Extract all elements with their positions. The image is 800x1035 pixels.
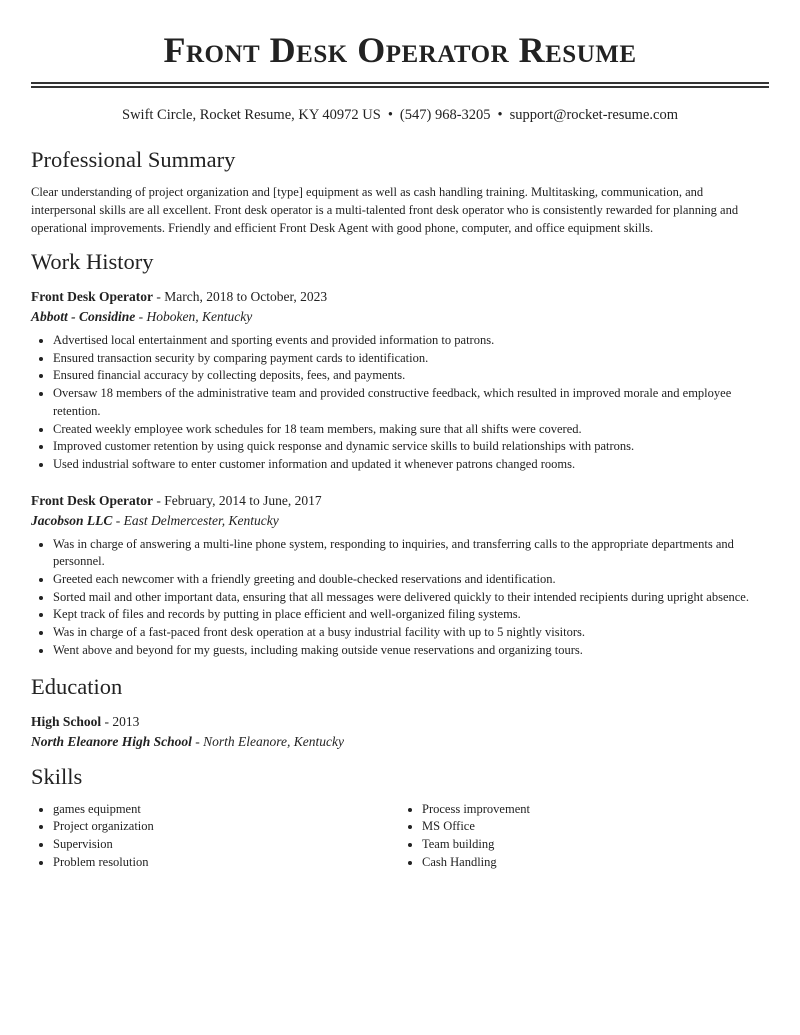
degree: High School (31, 713, 102, 729)
title-divider (31, 82, 769, 88)
school-name: North Eleanore High School (31, 733, 192, 749)
skill-item: • Process improvement (422, 801, 769, 819)
resume-title: Front Desk Operator Resume (163, 30, 637, 70)
job-entry (31, 491, 769, 660)
contact-email: support@rocket-resume.com (509, 107, 678, 123)
summary-heading: Professional Summary (31, 147, 236, 172)
skill-item: • Cash Handling (422, 854, 769, 872)
job-bullet: • Was in charge of a fast-paced front desk operation at a busy industrial facility with up to 5 nightly visitors. (53, 624, 769, 642)
job-bullet: • Kept track of files and records by putting in place efficient and well-organized filing systems. (53, 606, 769, 624)
skills-right-list (400, 801, 769, 872)
job-bullet: • Ensured financial accuracy by collecting deposits, fees, and payments. (53, 367, 769, 385)
job-bullets (31, 332, 769, 474)
contact-address: Swift Circle, Rocket Resume, KY 40972 US (122, 107, 381, 123)
job-bullet: • Oversaw 18 members of the administrative team and provided constructive feedback, which resulted in improved morale and employee retention. (53, 385, 769, 420)
skill-item: • games equipment (53, 801, 400, 819)
contact-line (31, 105, 769, 125)
company-line (31, 307, 769, 327)
skill-item: • Problem resolution (53, 854, 400, 872)
company-location: - East Delmercester, Kentucky (112, 512, 279, 528)
education-heading: Education (31, 673, 123, 699)
company-name: Jacobson LLC (31, 512, 113, 528)
education-entry (31, 712, 769, 752)
job-entry (31, 287, 769, 474)
company-name: Abbott - Considine (31, 309, 136, 324)
skill-item: • Supervision (53, 836, 400, 854)
summary-text: Clear understanding of project organization and [type] equipment as well as cash handling training. Multitasking, communication, and interpersonal skills are all excellent. Front desk operator is a multi-talented front desk operator who is consistently rewarded for planning and operational improvements. Friendly and efficient Front Desk Agent with good phone, computer, and office equipment skills. (31, 185, 739, 235)
job-bullet: • Went above and beyond for my guests, including making outside venue reservations and organizing tours. (53, 642, 769, 660)
skill-item: • Team building (422, 836, 769, 854)
company-line (31, 511, 769, 531)
job-dates: - March, 2018 to October, 2023 (152, 289, 328, 304)
job-bullet: • Was in charge of answering a multi-line phone system, responding to inquiries, and transferring calls to the appropriate departments and personnel. (53, 536, 769, 571)
company-location: - Hoboken, Kentucky (135, 309, 253, 324)
job-bullet: • Advertised local entertainment and sporting events and provided information to patrons. (53, 332, 769, 350)
contact-separator: • (497, 107, 503, 123)
graduation-year: - 2013 (101, 713, 140, 729)
skills-heading: Skills (31, 763, 83, 789)
job-bullet: • Used industrial software to enter customer information and updated it whenever patrons changed rooms. (53, 456, 769, 474)
skills-left-list (31, 801, 400, 872)
job-title-line (31, 491, 769, 511)
job-title: Front Desk Operator (31, 492, 153, 508)
job-bullets (31, 536, 769, 660)
school-location: - North Eleanore, Kentucky (191, 733, 344, 749)
contact-separator: • (387, 107, 393, 123)
job-bullet: • Greeted each newcomer with a friendly greeting and double-checked reservations and identification. (53, 571, 769, 589)
skill-item: • Project organization (53, 818, 400, 836)
degree-line (31, 712, 769, 732)
work-history-heading: Work History (31, 249, 154, 274)
job-bullet: • Created weekly employee work schedules for 18 team members, making sure that all shifts were covered. (53, 421, 769, 439)
school-line (31, 732, 769, 752)
skills-columns (31, 801, 769, 872)
job-title-line (31, 287, 769, 307)
job-title: Front Desk Operator (31, 289, 153, 304)
job-bullet: • Ensured transaction security by comparing payment cards to identification. (53, 350, 769, 368)
job-bullet: • Sorted mail and other important data, ensuring that all messages were delivered quickly to their intended recipients during upright absence. (53, 589, 769, 607)
skill-item: • MS Office (422, 818, 769, 836)
job-bullet: • Improved customer retention by using quick response and dynamic service skills to build relationships with patrons. (53, 438, 769, 456)
contact-phone: (547) 968-3205 (399, 107, 491, 123)
job-dates: - February, 2014 to June, 2017 (152, 492, 322, 508)
